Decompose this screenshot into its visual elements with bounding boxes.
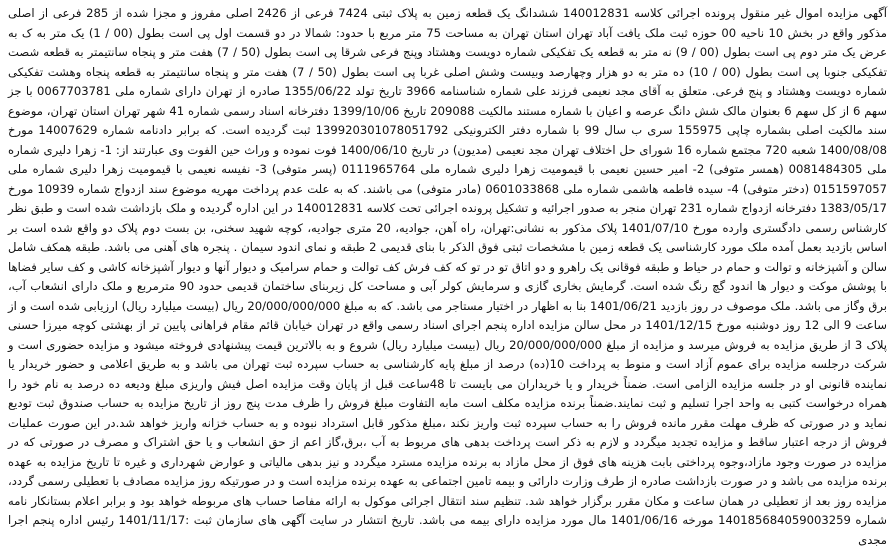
auction-notice-text: آگهی مزایده اموال غیر منقول پرونده اجرائی کلاسه 140012831 ششدانگ یک قطعه زمین به پلاک ثبتی 7424 فرعی از 2426 اصلی مفروز و مجزا شده از 285 فرعی از اصلی مذکور واقع در بخش 10 ناحیه 00 حوزه ثبت ملک یافت آباد تهران استان تهران به مساحت 75 متر مربع با حدود: شمالا در دو قسمت اول پی است بطول (00 / 1) یک متر به ک به عرض یک متر دوم پی است بطول (00 / 9) نه متر به قطعه یک تفکیکی شماره دویست وهشتاد وپنج فرعی شرقا پی است بطول (50 / 7) هفت متر و پنجاه سانتیمتر به قطعه شصت تفکیکی جنوبا پی است بطول (00 / 10) ده متر به دو هزار وچهارصد وبیست وشش اصلی غربا پی است بطول (50 / 7) هفت متر و پنجاه سانتیمتر به قطعه پنجاه وهشت تفکیکی شماره دویست وهشتاد و پنج فرعی. متعلق به آقای مجد نعیمی فرزند علی شماره شناسنامه 3966 تاریخ تولد 1355/06/22 صادره از تهران دارای شماره ملی 0067703781 با جز سهم 6 از کل سهم 6 بعنوان مالک شش دانگ عرصه و اعیان با شماره مستند مالکیت 209088 تاریخ 1399/10/06 دفترخانه اسناد رسمی شماره 41 شهر تهران استان تهران، موضوع سند مالکیت اصلی بشماره چاپی 155975 سری ب سال 99 با شماره دفتر الکترونیکی 139920301078051792 ثبت گردیده است. که برابر دادنامه شماره 14007629 مورخ 1400/08/08 شعبه 720 مجتمع شماره 16 شورای حل اختلاف تهران مجد نعیمی (مدیون) در تاریخ 1400/06/10 فوت نموده و وراث حین الفوت وی عبارتند از: 1- زهرا دلیری شماره ملی 0081484305 (همسر متوفی) 2- امیر حسین نعیمی با قیمومیت زهرا دلیری شماره ملی 0111965764 (پسر متوفی) 3- نفیسه نعیمی با قیمومیت زهرا دلیری شماره ملی 0151597057 (دختر متوفی) 4- سیده فاطمه هاشمی شماره ملی 0601033868 (مادر متوفی) می باشند. که به علت عدم پرداخت مهریه موضوع سند ازدواج شماره 10939 مورخ 1383/05/17 دفترخانه ازدواج شماره 231 تهران منجر به صدور اجرائیه و تشکیل پرونده اجرائی تحت کلاسه 140012831 در این اداره گردیده و ملک بازداشت شده است و طبق نظر کارشناس رسمی دادگستری وارده مورخ 1401/07/10 پلاک مذکور به نشانی:تهران، راه آهن، جواديه، 20 متری جواديه، کوچه شهيد سخنی، بن بست دوم پلاک دو واقع شده است بر اساس بازدید بعمل آمده ملک مورد کارشناسی یک قطعه زمین با مشخصات ثبتی فوق الذکر با بنای قدیمی 2 طبقه و نمای اندود سیمان . پنجره های آهنی می باشد. طبقه همکف شامل سالن و آشپزخانه و توالت و حمام در حیاط و طبقه فوقانی یک راهرو و دو اتاق تو در تو که کف فرش کف توالت و حمام سرامیک و دیوار آنها و دیوار آشپزخانه کاشی و کف سایر فضاها با پوشش موکت و دیوار ها اندود گچ رنگ شده است. گرمایش بخاری گازی و سرمایش کولر آبی و مساحت کل زیربنای ساختمان قدیمی حدود 90 مترمربع و ملک دارای انشعاب آب، برق وگاز می باشد. ملک موصوف در روز بازدید 1401/06/21 بنا به اظهار در اختیار مستاجر می باشد. که به مبلغ 20/000/000/000 ریال (بیست میلیارد ریال) ارزیابی شده است و از ساعت 9 الی 12 روز دوشنبه مورخ 1401/12/15 در محل سالن مزایده اداره پنجم اجرای اسناد رسمی واقع در تهران خیابان قائم مقام فراهانی پایین تر از بهشتی کوچه میرزا حسنی پلاک 3 از طریق مزایده به فروش میرسد و مزایده از مبلغ 20/000/000/000 ریال (بیست میلیارد ریال) شروع و به بالاترین قیمت پیشنهادی فروخته میشود و مزایده حضوری است و شرکت درجلسه مزایده برای عموم آزاد است و منوط به پرداخت 10(ده) درصد از مبلغ پایه کارشناسی به حساب سپرده ثبت تهران می باشد و به طریق اعلامی و حضور خریدار یا نماینده قانونی او در جلسه مزایده الزامی است. ضمناً خریدار و یا خریداران می بایست تا 48ساعت قبل از پایان وقت مزایده اصل فیش واریزی مبلغ ودیعه ده درصد به نام خود را همراه درخواست کتبی به واحد اجرا تسلیم و ثبت نمایند.ضمناً برنده مزایده مکلف است مابه التفاوت مبلغ فروش را ظرف مدت پنج روز از تاریخ مزایده به حساب صندوق ثبت تودیع نماید و در صورتی که ظرف مهلت مقرر مانده فروش را به حساب سپرده ثبت واریز نکند ،مبلغ مذکور قابل استرداد نبوده و به حساب خزانه واریز خواهد شد.در این صورت عملیات فروش از درجه اعتبار ساقط و مزایده تجدید میگردد و لازم به ذکر است پرداخت بدهی های مربوط به آب ،برق،گاز اعم از حق انشعاب و یا حق اشتراک و مصرف در صورتی که در مزایده در صورت وجود مازاد،وجوه پرداختی بابت هزینه های فوق از محل مازاد به برنده مزایده مسترد میگردد و نیز بدهی مالیاتی و عوارض شهرداری و غیره تا تاریخ مزایده به عهده برنده مزایده می باشد و در صورت بازداشت صادره از طرف وزارت دارائی و بیمه تامین اجتماعی به عهده برنده مزایده است و در صورتیکه روز مزایده مصادف با تعطیلی رسمی گردد، مزایده روز بعد از تعطیلی در همان ساعت و مکان مقرر برگزار خواهد شد. تنظیم سند انتقال اجرائی موکول به ارائه مفاصا حساب های مربوطه خواهد بود و برابر اعلام بستانکار نامه شماره 140185684059003259 مورخه 1401/06/16 مال مورد مزایده دارای بیمه می باشد. تاریخ انتشار در سایت آگهی های سازمان ثبت :1401/11/17 رئیس اداره پنجم اجرا مجدی xyxy=(8,6,888,547)
